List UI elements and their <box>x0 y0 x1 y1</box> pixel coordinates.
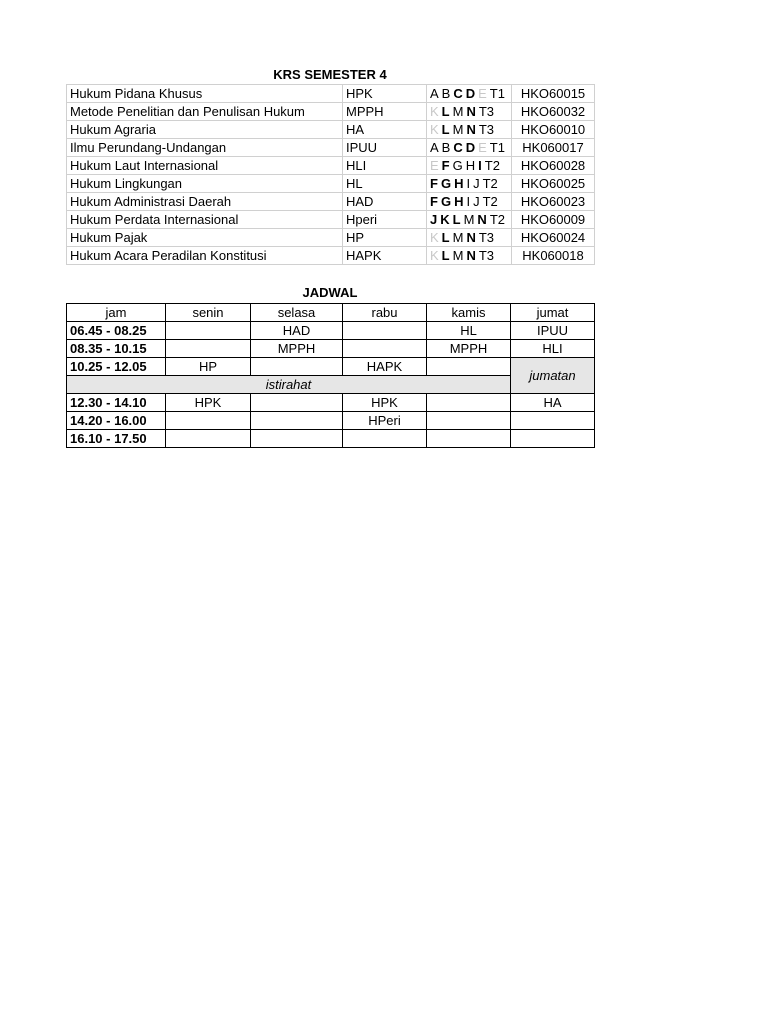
jadwal-header-selasa: selasa <box>251 304 343 322</box>
schedule-cell <box>251 358 343 376</box>
course-name: Ilmu Perundang-Undangan <box>67 139 343 157</box>
class-letter: L <box>441 230 450 245</box>
class-letter: M <box>452 122 464 137</box>
class-letter: B <box>441 140 451 155</box>
class-letter: L <box>441 122 450 137</box>
course-abbr: HAD <box>343 193 427 211</box>
class-letter: A <box>430 140 439 155</box>
krs-row <box>67 247 595 265</box>
class-letter: T1 <box>489 86 505 101</box>
jadwal-header-rabu: rabu <box>343 304 427 322</box>
schedule-cell <box>251 430 343 448</box>
course-abbr: HPK <box>343 85 427 103</box>
class-letter: M <box>463 212 475 227</box>
course-name: Hukum Agraria <box>67 121 343 139</box>
course-name: Hukum Pajak <box>67 229 343 247</box>
jadwal-header-senin: senin <box>166 304 251 322</box>
class-letter: C <box>453 140 463 155</box>
class-letter: T1 <box>489 140 505 155</box>
jadwal-header-jam: jam <box>67 304 166 322</box>
schedule-cell: HP <box>166 358 251 376</box>
class-letter: J <box>430 212 438 227</box>
course-code: HK060018 <box>512 247 595 265</box>
time-slot: 08.35 - 10.15 <box>67 340 166 358</box>
krs-row <box>67 139 595 157</box>
jadwal-row <box>67 340 595 358</box>
class-letter: N <box>466 122 476 137</box>
course-classes <box>427 85 512 103</box>
schedule-cell <box>511 412 595 430</box>
course-abbr: IPUU <box>343 139 427 157</box>
jadwal-header-kamis: kamis <box>427 304 511 322</box>
schedule-cell: MPPH <box>251 340 343 358</box>
schedule-cell <box>427 394 511 412</box>
schedule-cell: HAD <box>251 322 343 340</box>
course-classes <box>427 229 512 247</box>
schedule-cell <box>251 412 343 430</box>
course-name: Hukum Acara Peradilan Konstitusi <box>67 247 343 265</box>
course-abbr: Hperi <box>343 211 427 229</box>
jadwal-row <box>67 430 595 448</box>
class-letter: L <box>452 212 461 227</box>
class-letter: K <box>430 248 439 263</box>
class-letter: E <box>430 158 439 173</box>
krs-row <box>67 103 595 121</box>
class-letter: M <box>452 248 464 263</box>
course-code: HKO60032 <box>512 103 595 121</box>
break-cell: istirahat <box>67 376 511 394</box>
schedule-cell: HA <box>511 394 595 412</box>
class-letter: I <box>478 158 482 173</box>
course-code: HKO60025 <box>512 175 595 193</box>
course-name: Metode Penelitian dan Penulisan Hukum <box>67 103 343 121</box>
time-slot: 06.45 - 08.25 <box>67 322 166 340</box>
schedule-cell <box>427 430 511 448</box>
course-name: Hukum Administrasi Daerah <box>67 193 343 211</box>
krs-row <box>67 157 595 175</box>
jadwal-table <box>66 303 595 448</box>
class-letter: M <box>452 104 464 119</box>
class-letter: D <box>465 86 476 101</box>
krs-row <box>67 229 595 247</box>
class-letter: N <box>466 104 476 119</box>
jadwal-row <box>67 358 595 376</box>
class-letter: T3 <box>478 104 495 119</box>
course-code: HK060017 <box>512 139 595 157</box>
course-abbr: HL <box>343 175 427 193</box>
course-classes <box>427 121 512 139</box>
class-letter: F <box>441 158 450 173</box>
jadwal-title: JADWAL <box>302 285 358 300</box>
jadwal-header-jumat: jumat <box>511 304 595 322</box>
class-letter: K <box>440 212 450 227</box>
krs-title: KRS SEMESTER 4 <box>273 67 387 82</box>
course-abbr: HAPK <box>343 247 427 265</box>
class-letter: T3 <box>478 122 495 137</box>
class-letter: E <box>478 86 487 101</box>
class-letter: J <box>473 194 480 209</box>
class-letter: N <box>466 230 476 245</box>
class-letter: G <box>440 194 452 209</box>
jumatan-cell: jumatan <box>511 358 595 394</box>
class-letter: H <box>454 194 464 209</box>
course-classes <box>427 247 512 265</box>
class-letter: L <box>441 248 450 263</box>
krs-table <box>66 84 595 265</box>
course-code: HKO60010 <box>512 121 595 139</box>
class-letter: B <box>441 86 451 101</box>
course-name: Hukum Laut Internasional <box>67 157 343 175</box>
course-abbr: HA <box>343 121 427 139</box>
class-letter: F <box>430 194 438 209</box>
schedule-cell: HLI <box>511 340 595 358</box>
course-classes <box>427 193 512 211</box>
class-letter: T2 <box>489 212 505 227</box>
time-slot: 14.20 - 16.00 <box>67 412 166 430</box>
course-code: HKO60023 <box>512 193 595 211</box>
class-letter: I <box>466 176 471 191</box>
schedule-cell: IPUU <box>511 322 595 340</box>
class-letter: J <box>473 176 480 191</box>
class-letter: G <box>440 176 452 191</box>
schedule-cell <box>343 322 427 340</box>
krs-row <box>67 121 595 139</box>
class-letter: L <box>441 104 450 119</box>
class-letter: H <box>465 158 476 173</box>
krs-row <box>67 193 595 211</box>
course-classes <box>427 175 512 193</box>
class-letter: N <box>466 248 476 263</box>
course-classes <box>427 211 512 229</box>
class-letter: T3 <box>478 230 495 245</box>
course-code: HKO60009 <box>512 211 595 229</box>
class-letter: H <box>454 176 464 191</box>
jadwal-row <box>67 322 595 340</box>
schedule-cell <box>343 430 427 448</box>
schedule-cell <box>166 412 251 430</box>
class-letter: D <box>465 140 476 155</box>
course-name: Hukum Perdata Internasional <box>67 211 343 229</box>
class-letter: E <box>478 140 487 155</box>
class-letter: N <box>477 212 487 227</box>
schedule-cell <box>166 340 251 358</box>
course-abbr: HP <box>343 229 427 247</box>
course-abbr: MPPH <box>343 103 427 121</box>
class-letter: T2 <box>482 194 498 209</box>
class-letter: T3 <box>478 248 495 263</box>
course-abbr: HLI <box>343 157 427 175</box>
course-code: HKO60028 <box>512 157 595 175</box>
class-letter: K <box>430 122 439 137</box>
schedule-cell <box>343 340 427 358</box>
schedule-cell: HL <box>427 322 511 340</box>
jadwal-row <box>67 394 595 412</box>
class-letter: F <box>430 176 438 191</box>
schedule-cell: MPPH <box>427 340 511 358</box>
krs-row <box>67 175 595 193</box>
schedule-cell <box>511 430 595 448</box>
schedule-cell: HAPK <box>343 358 427 376</box>
schedule-cell: HPK <box>166 394 251 412</box>
krs-row <box>67 85 595 103</box>
time-slot: 16.10 - 17.50 <box>67 430 166 448</box>
jadwal-row <box>67 412 595 430</box>
class-letter: T2 <box>482 176 498 191</box>
class-letter: M <box>452 230 464 245</box>
class-letter: K <box>430 230 439 245</box>
schedule-cell <box>427 412 511 430</box>
class-letter: G <box>452 158 463 173</box>
course-code: HKO60024 <box>512 229 595 247</box>
course-classes <box>427 139 512 157</box>
class-letter: T2 <box>484 158 500 173</box>
time-slot: 12.30 - 14.10 <box>67 394 166 412</box>
course-name: Hukum Lingkungan <box>67 175 343 193</box>
class-letter: A <box>430 86 439 101</box>
schedule-cell <box>166 322 251 340</box>
schedule-cell <box>251 394 343 412</box>
schedule-cell: HPeri <box>343 412 427 430</box>
class-letter: C <box>453 86 463 101</box>
schedule-cell <box>166 430 251 448</box>
schedule-cell: HPK <box>343 394 427 412</box>
class-letter: I <box>466 194 471 209</box>
course-name: Hukum Pidana Khusus <box>67 85 343 103</box>
time-slot: 10.25 - 12.05 <box>67 358 166 376</box>
class-letter: K <box>430 104 439 119</box>
course-classes <box>427 157 512 175</box>
course-classes <box>427 103 512 121</box>
krs-row <box>67 211 595 229</box>
schedule-cell <box>427 358 511 376</box>
course-code: HKO60015 <box>512 85 595 103</box>
